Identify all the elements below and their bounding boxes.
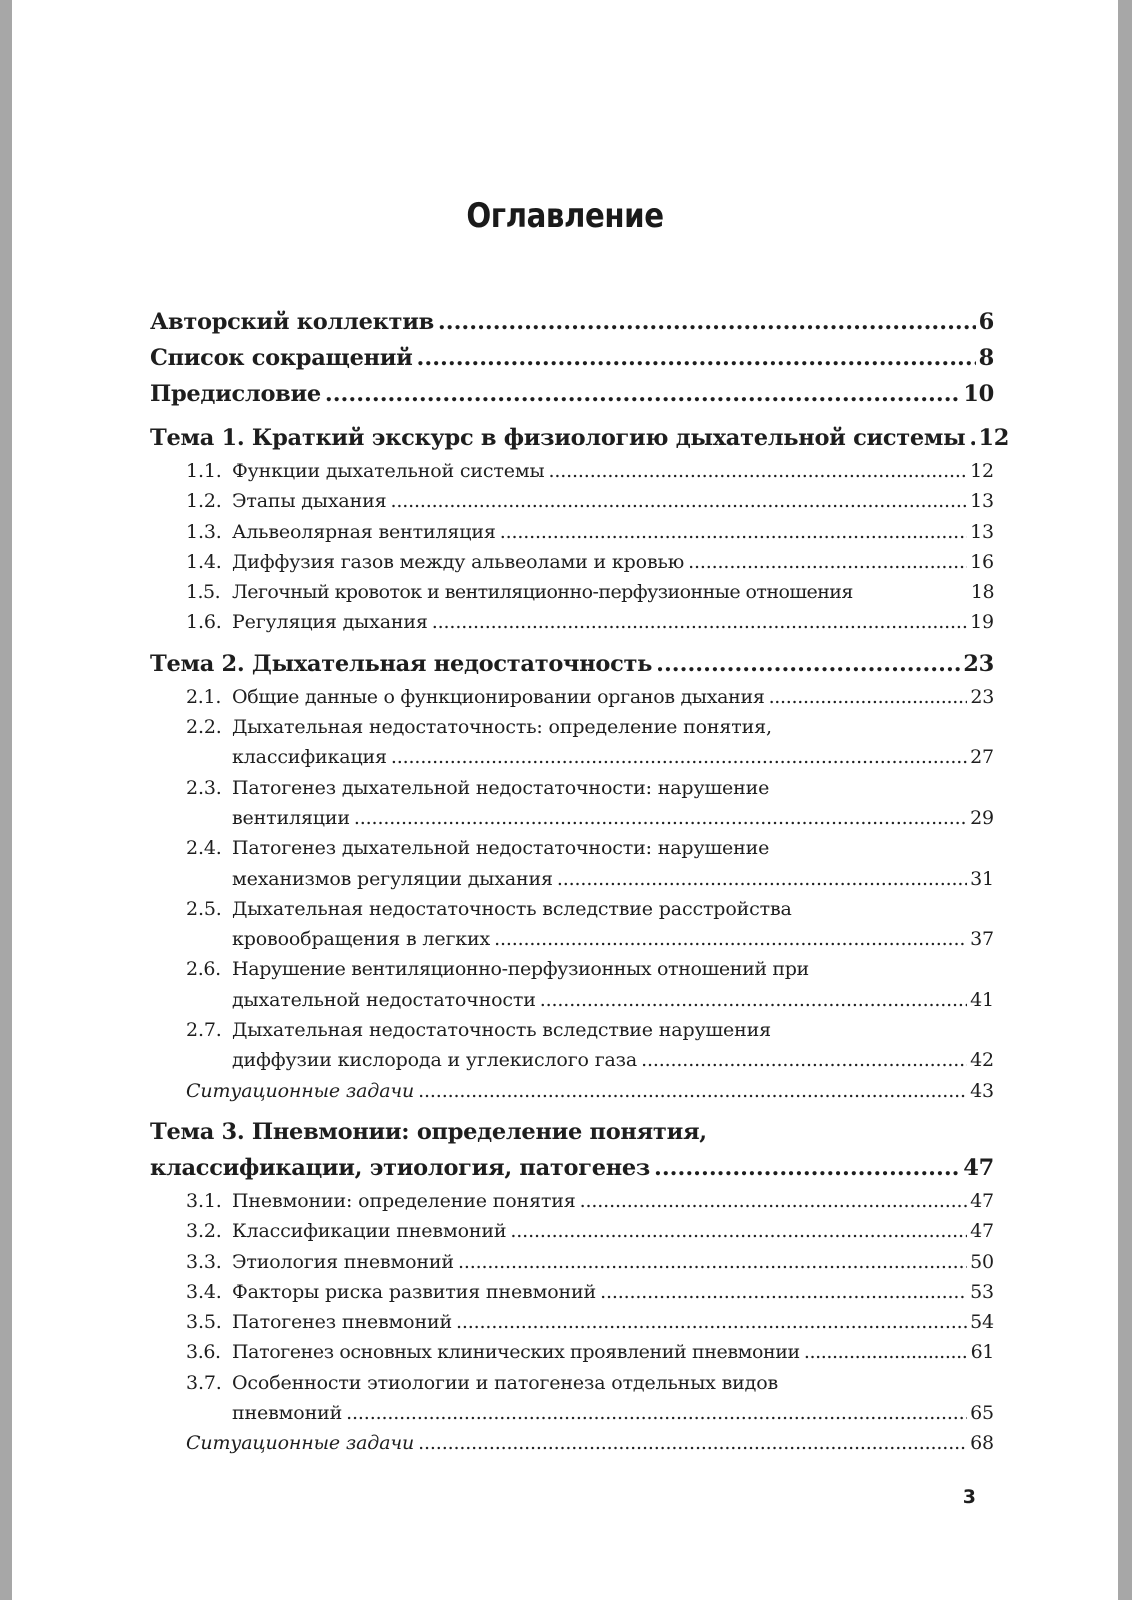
leader-dots xyxy=(510,1216,967,1246)
toc-item-title: Альвеолярная вентиляция xyxy=(232,520,496,543)
toc-entry-title: Список сокращений xyxy=(150,345,413,371)
toc-item-title: Ситуационные задачи xyxy=(186,1079,415,1102)
toc-page-number: 68 xyxy=(970,1432,994,1455)
toc-item-title: Пневмонии: определение понятия xyxy=(232,1189,576,1212)
toc-situational-tasks-3[interactable] xyxy=(150,1428,994,1458)
toc-item-number: 1.5. xyxy=(186,581,221,604)
toc-page-number: 31 xyxy=(970,867,994,890)
toc-item-number: 3.4. xyxy=(186,1280,222,1303)
toc-page-number: 12 xyxy=(970,460,994,482)
toc-item-3-5[interactable] xyxy=(150,1307,994,1337)
toc-item-title: Диффузия газов между альвеолами и кровью xyxy=(232,550,685,573)
toc-item-2-5[interactable] xyxy=(150,894,994,955)
toc-item-title: Дыхательная недостаточность: определение понятия, xyxy=(232,716,772,739)
toc-item-title: Нарушение вентиляционно-перфузионных отношений при xyxy=(232,958,809,981)
toc-item-title: Дыхательная недостаточность вследствие расстройства xyxy=(232,897,792,920)
toc-page-number: 65 xyxy=(970,1402,994,1425)
leader-dots xyxy=(540,985,967,1015)
toc-item-2-1[interactable] xyxy=(150,682,994,712)
toc-page-number: 16 xyxy=(970,550,994,573)
toc-item-title: Патогенез основных клинических проявлений пневмонии xyxy=(232,1341,800,1364)
leader-dots xyxy=(656,646,960,682)
toc-item-title: Легочный кровоток и вентиляционно-перфузионные отношения xyxy=(232,581,853,604)
toc-item-number: 3.7. xyxy=(186,1371,222,1394)
page-number: 3 xyxy=(962,1486,976,1508)
toc-situational-tasks-2[interactable] xyxy=(150,1076,994,1106)
toc-entry-title: Предисловие xyxy=(150,381,321,407)
toc-item-number: 3.6. xyxy=(186,1341,221,1364)
toc-item-title: Функции дыхательной системы xyxy=(232,460,545,482)
toc-item-number: 2.7. xyxy=(186,1019,222,1042)
toc-item-title: Ситуационные задачи xyxy=(186,1432,415,1455)
toc-item-1-4[interactable] xyxy=(150,547,994,577)
toc-item-title: Этапы дыхания xyxy=(232,490,387,513)
toc-item-number: 2.3. xyxy=(186,776,222,799)
leader-dots xyxy=(494,924,967,954)
toc-item-title: Особенности этиологии и патогенеза отдельных видов xyxy=(232,1371,779,1394)
toc-page-number: 47 xyxy=(970,1189,994,1212)
toc-page-number: 61 xyxy=(970,1341,994,1364)
leader-dots xyxy=(354,803,967,833)
toc-item-title: Регуляция дыхания xyxy=(232,611,428,634)
toc-item-number: 2.6. xyxy=(186,958,221,981)
toc-page-number: 53 xyxy=(970,1280,994,1303)
toc-item-title-continued: кровообращения в легких xyxy=(232,928,491,951)
toc-item-1-3[interactable] xyxy=(150,517,994,547)
toc-topic-2[interactable] xyxy=(150,646,994,682)
leader-dots xyxy=(548,456,967,486)
toc-page-number: 29 xyxy=(970,806,994,829)
leader-dots xyxy=(769,682,968,712)
document-page xyxy=(12,0,1118,1600)
leader-dots xyxy=(641,1045,967,1075)
toc-page-number: 47 xyxy=(963,1154,994,1181)
toc-item-number: 1.2. xyxy=(186,490,222,513)
leader-dots xyxy=(432,607,967,637)
toc-page-number: 13 xyxy=(970,490,994,513)
toc-topic-3[interactable] xyxy=(150,1114,994,1186)
toc-page-number: 18 xyxy=(970,581,994,604)
toc-entry-title: Тема 1. Краткий экскурс в физиологию дыхательной системы xyxy=(150,425,966,451)
table-of-contents xyxy=(150,304,1010,1459)
toc-item-title: Факторы риска развития пневмоний xyxy=(232,1280,597,1303)
leader-dots xyxy=(390,486,967,516)
toc-item-1-2[interactable] xyxy=(150,486,994,516)
toc-item-title-continued: пневмоний xyxy=(232,1402,343,1425)
toc-item-number: 1.3. xyxy=(186,520,222,543)
toc-item-2-3[interactable] xyxy=(150,773,994,834)
toc-item-2-2[interactable] xyxy=(150,712,994,773)
toc-item-title-continued: дыхательной недостаточности xyxy=(232,988,536,1011)
leader-dots xyxy=(500,517,967,547)
leader-dots xyxy=(654,1150,960,1186)
toc-page-number: 37 xyxy=(970,928,994,951)
leader-dots xyxy=(804,1337,968,1367)
toc-item-number: 3.2. xyxy=(186,1220,222,1243)
leader-dots xyxy=(458,1247,967,1277)
toc-entry-abbreviations[interactable] xyxy=(150,340,994,376)
toc-item-3-3[interactable] xyxy=(150,1247,994,1277)
toc-item-number: 2.1. xyxy=(186,685,222,708)
toc-item-title: Патогенез дыхательной недостаточности: нарушение xyxy=(232,776,770,799)
leader-dots xyxy=(418,1428,967,1458)
page-title: Оглавление xyxy=(466,196,664,236)
toc-entry-title: Тема 2. Дыхательная недостаточность xyxy=(150,650,653,677)
toc-item-3-1[interactable] xyxy=(150,1186,994,1216)
toc-entry-title: Тема 3. Пневмонии: определение понятия, xyxy=(150,1118,707,1145)
toc-item-title-continued: классификация xyxy=(232,746,387,769)
toc-item-title-continued: механизмов регуляции дыхания xyxy=(232,867,553,890)
toc-entry-authors[interactable] xyxy=(150,304,994,340)
toc-item-2-7[interactable] xyxy=(150,1015,994,1076)
toc-item-1-6[interactable] xyxy=(150,607,994,637)
leader-dots xyxy=(580,1186,967,1216)
toc-page-number: 50 xyxy=(970,1250,994,1273)
toc-item-title: Дыхательная недостаточность вследствие нарушения xyxy=(232,1019,771,1042)
toc-item-title: Общие данные о функционировании органов дыхания xyxy=(232,685,765,708)
toc-topic-1[interactable] xyxy=(150,420,1010,456)
toc-item-3-4[interactable] xyxy=(150,1277,994,1307)
toc-item-number: 2.2. xyxy=(186,716,222,739)
toc-page-number: 41 xyxy=(970,988,994,1011)
toc-page-number: 6 xyxy=(978,309,994,335)
toc-item-title: Патогенез дыхательной недостаточности: нарушение xyxy=(232,837,770,860)
toc-item-title-continued: диффузии кислорода и углекислого газа xyxy=(232,1049,638,1072)
toc-item-number: 3.5. xyxy=(186,1311,222,1334)
leader-dots xyxy=(557,864,967,894)
toc-entry-title-continued: классификации, этиология, патогенез xyxy=(150,1154,650,1181)
toc-page-number: 13 xyxy=(970,520,994,543)
toc-item-3-6[interactable] xyxy=(150,1337,994,1367)
leader-dots xyxy=(346,1398,967,1428)
toc-page-number: 12 xyxy=(978,425,1010,451)
toc-item-number: 1.4. xyxy=(186,550,222,573)
toc-item-1-5[interactable] xyxy=(150,577,994,607)
toc-page-number: 42 xyxy=(970,1049,994,1072)
leader-dots xyxy=(600,1277,967,1307)
toc-page-number: 10 xyxy=(963,381,994,407)
toc-item-number: 3.1. xyxy=(186,1189,222,1212)
toc-item-2-4[interactable] xyxy=(150,833,994,894)
toc-item-3-7[interactable] xyxy=(150,1368,994,1429)
toc-page-number: 27 xyxy=(970,746,994,769)
toc-entry-preface[interactable] xyxy=(150,376,994,412)
toc-item-1-1[interactable] xyxy=(150,456,994,486)
toc-item-number: 2.4. xyxy=(186,837,222,860)
toc-page-number: 43 xyxy=(970,1079,994,1102)
toc-item-title: Классификации пневмоний xyxy=(232,1220,507,1243)
toc-item-number: 1.1. xyxy=(186,460,222,482)
toc-item-number: 1.6. xyxy=(186,611,222,634)
toc-item-title: Этиология пневмоний xyxy=(232,1250,454,1273)
toc-item-number: 3.3. xyxy=(186,1250,222,1273)
leader-dots xyxy=(418,1076,967,1106)
toc-entry-title: Авторский коллектив xyxy=(150,309,434,335)
toc-page-number: 23 xyxy=(963,650,994,677)
leader-dots xyxy=(438,304,976,340)
toc-item-2-6[interactable] xyxy=(150,954,994,1015)
toc-page-number: 8 xyxy=(978,345,994,371)
leader-dots xyxy=(325,376,960,412)
toc-page-number: 19 xyxy=(970,611,994,634)
toc-item-3-2[interactable] xyxy=(150,1216,994,1246)
leader-dots xyxy=(688,547,967,577)
toc-item-title: Патогенез пневмоний xyxy=(232,1311,452,1334)
leader-dots xyxy=(417,340,976,376)
leader-dots xyxy=(456,1307,967,1337)
leader-dots xyxy=(391,742,967,772)
toc-page-number: 47 xyxy=(970,1220,994,1243)
toc-item-number: 2.5. xyxy=(186,897,222,920)
toc-page-number: 23 xyxy=(970,685,994,708)
toc-item-title-continued: вентиляции xyxy=(232,806,350,829)
toc-page-number: 54 xyxy=(970,1311,994,1334)
